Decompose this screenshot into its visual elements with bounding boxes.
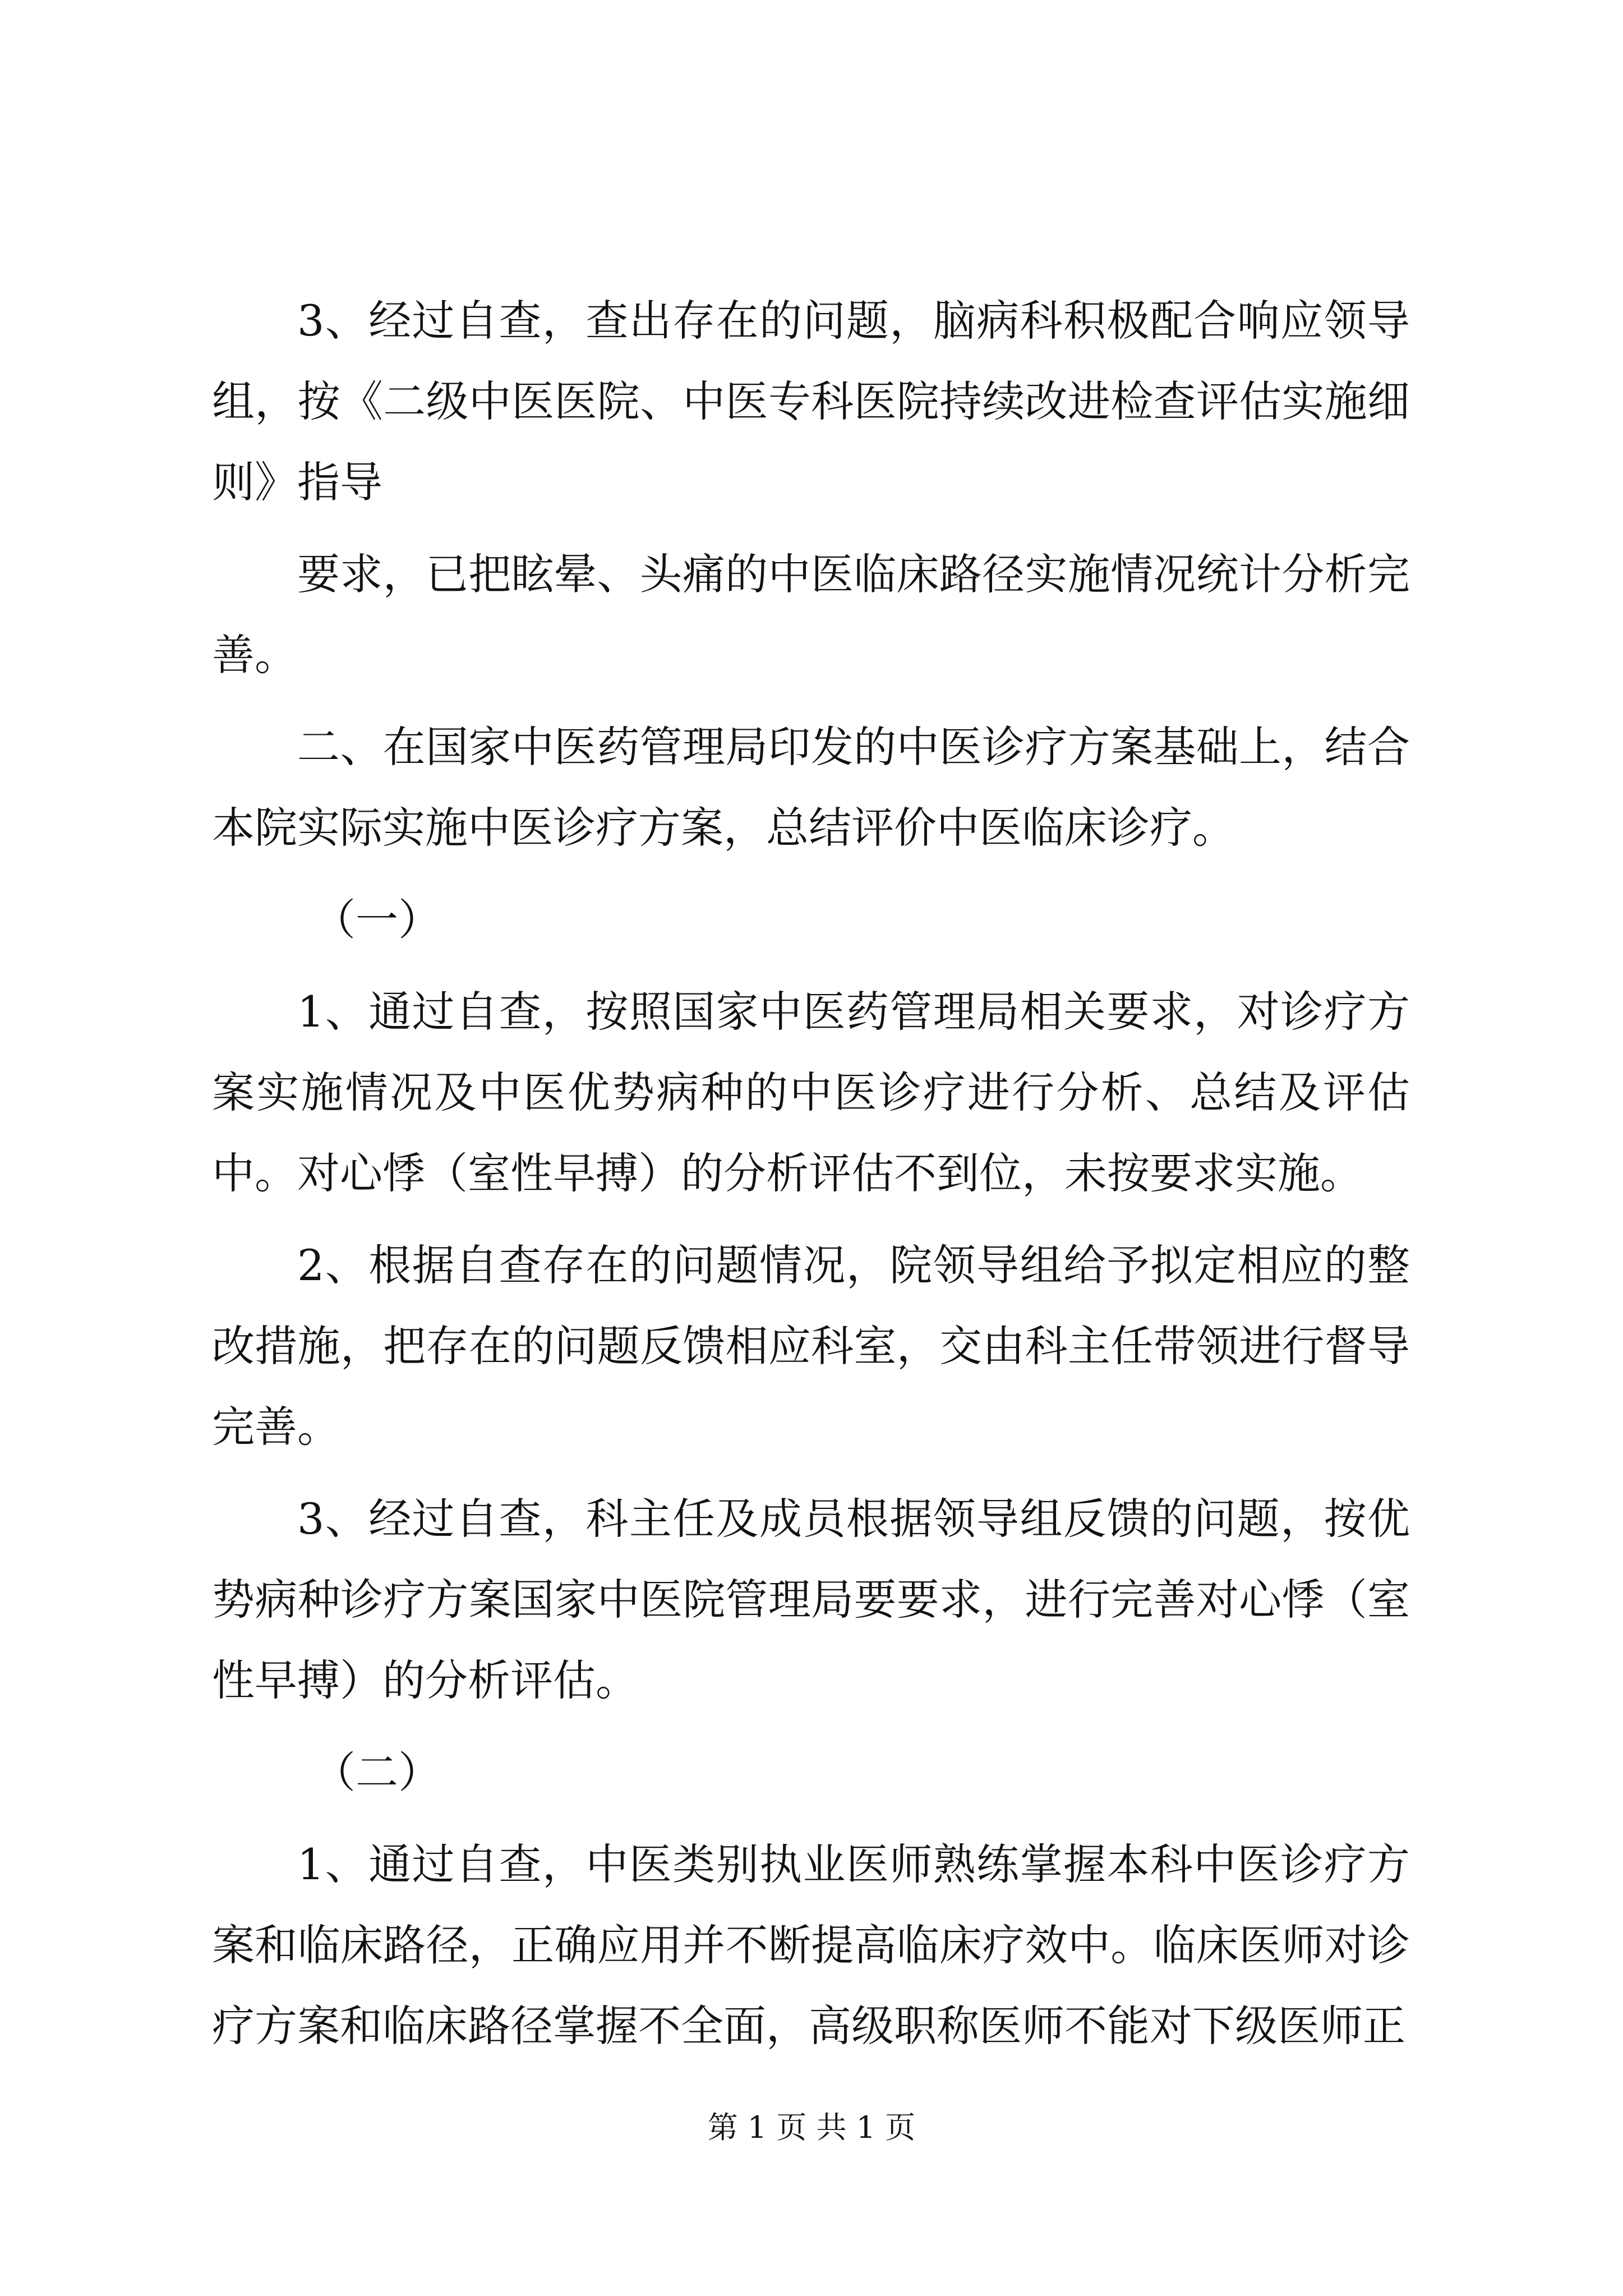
paragraph-item-3-improvement: 3、经过自查，科主任及成员根据领导组反馈的问题，按优势病种诊疗方案国家中医院管理局要要求，进行完善对心悸（室性早搏）的分析评估。 <box>212 1494 1410 1705</box>
paragraph-requirement: 要求，已把眩晕、头痛的中医临床路径实施情况统计分析完善。 <box>212 549 1410 680</box>
subsection-heading-one: （一） <box>313 895 441 945</box>
document-body <box>212 280 1410 2078</box>
paragraph-item-2-measures: 2、根据自查存在的问题情况，院领导组给予拟定相应的整改措施，把存在的问题反馈相应科室，交由科主任带领进行督导完善。 <box>212 1240 1410 1452</box>
paragraph-section-two: 二、在国家中医药管理局印发的中医诊疗方案基础上，结合本院实际实施中医诊疗方案，总结评价中医临床诊疗。 <box>212 722 1410 853</box>
paragraph-item-1-physicians: 1、通过自查，中医类别执业医师熟练掌握本科中医诊疗方案和临床路径，正确应用并不断提高临床疗效中。临床医师对诊疗方案和临床路径掌握不全面，高级职称医师不能对下级医师正 <box>212 1839 1410 2051</box>
paragraph-item-1-review: 1、通过自查，按照国家中医药管理局相关要求，对诊疗方案实施情况及中医优势病种的中医诊疗进行分析、总结及评估中。对心悸（室性早搏）的分析评估不到位，未按要求实施。 <box>212 987 1410 1198</box>
subsection-heading-two: （二） <box>313 1747 441 1797</box>
page-footer: 第 1 页 共 1 页 <box>707 2110 916 2145</box>
paragraph-item-3-followup: 3、经过自查，查出存在的问题，脑病科积极配合响应领导组，按《二级中医医院、中医专科医院持续改进检查评估实施细则》指导 <box>212 296 1410 507</box>
